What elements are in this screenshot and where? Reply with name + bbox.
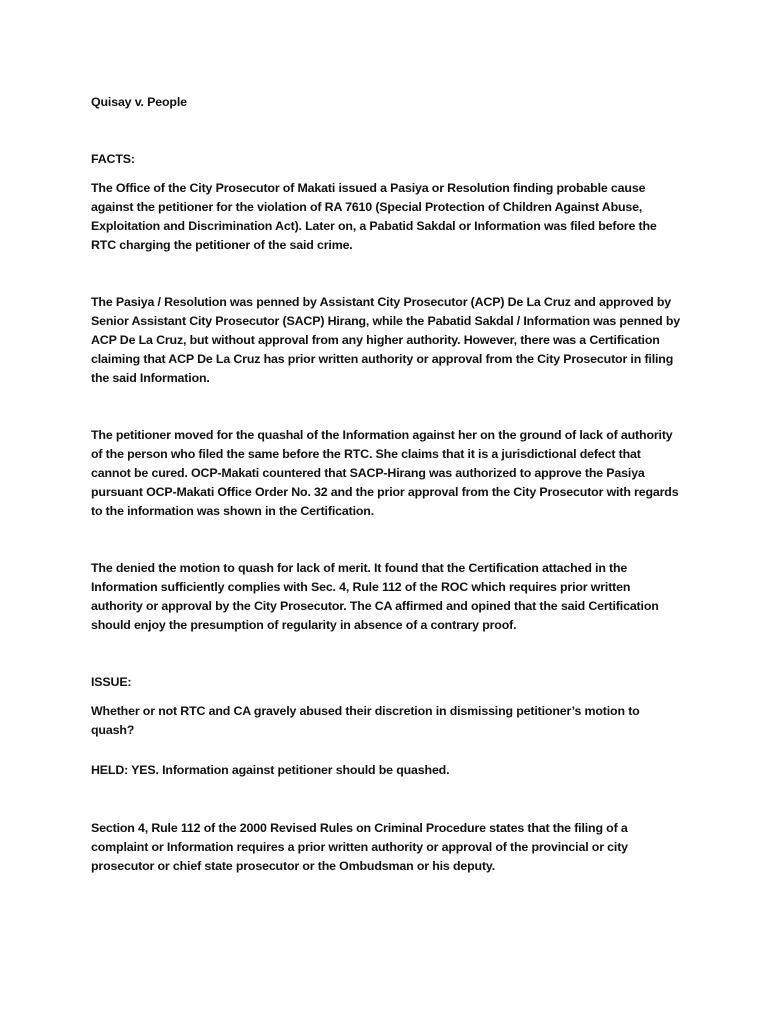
section-paragraph: Section 4, Rule 112 of the 2000 Revised Rules on Criminal Procedure states that the filing of a complaint or Information requires a prior written authority or approval of the provincial or city prosecutor or chief state prosecutor or the Ombudsman or his deputy. [91, 821, 628, 873]
held-text: HELD: YES. Information against petitioner should be quashed. [91, 763, 450, 777]
facts-heading: FACTS: [91, 152, 135, 166]
facts-paragraph-4: The denied the motion to quash for lack of merit. It found that the Certification attached in the Information sufficiently complies with Sec. 4, Rule 112 of the ROC which requires prior written authority or approval by the City Prosecutor. The CA affirmed and opined that the said Certification should enjoy the presumption of regularity in absence of a contrary proof. [91, 561, 659, 632]
facts-paragraph-3: The petitioner moved for the quashal of the Information against her on the ground of lack of authority of the person who filed the same before the RTC. She claims that it is a jurisdictional defect that cannot be cured. OCP-Makati countered that SACP-Hirang was authorized to approve the Pasiya pursuant OCP-Makati Office Order No. 32 and the prior approval from the City Prosecutor with regards to the information was shown in the Certification. [91, 428, 679, 518]
issue-text: Whether or not RTC and CA gravely abused their discretion in dismissing petitioner’s motion to quash? [91, 704, 640, 737]
document-title: Quisay v. People [91, 95, 187, 109]
facts-paragraph-1: The Office of the City Prosecutor of Makati issued a Pasiya or Resolution finding probable cause against the petitioner for the violation of RA 7610 (Special Protection of Children Against Abuse, Exploitation and Discrimination Act). Later on, a Pabatid Sakdal or Information was filed before the RTC charging the petitioner of the said crime. [91, 181, 657, 252]
facts-paragraph-2: The Pasiya / Resolution was penned by Assistant City Prosecutor (ACP) De La Cruz and approved by Senior Assistant City Prosecutor (SACP) Hirang, while the Pabatid Sakdal / Information was penned by ACP De La Cruz, but without approval from any higher authority. However, there was a Certification claiming that ACP De La Cruz has prior written authority or approval from the City Prosecutor in filing the said Information. [91, 295, 681, 385]
issue-heading: ISSUE: [91, 675, 132, 689]
